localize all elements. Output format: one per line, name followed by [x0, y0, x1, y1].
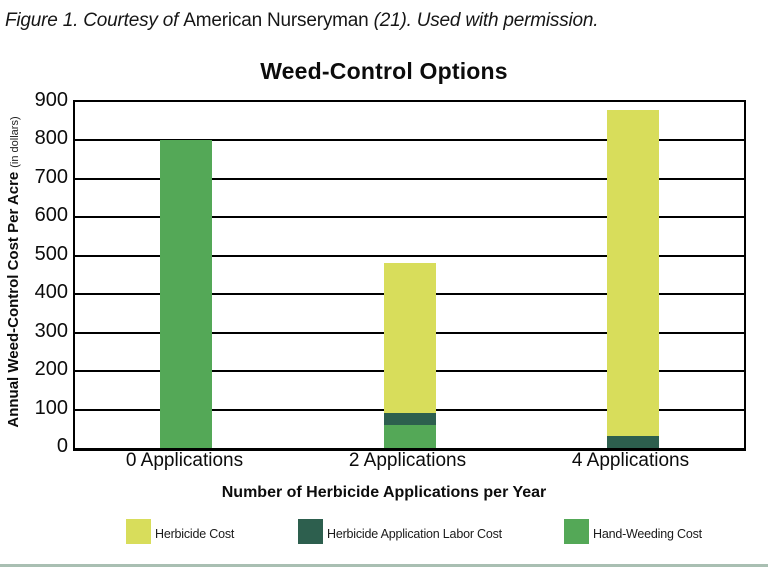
y-tick-label: 800 [34, 127, 68, 150]
x-axis-title: Number of Herbicide Applications per Year [221, 484, 547, 501]
legend-item [126, 519, 234, 544]
caption-source-name: American Nurseryman [183, 10, 369, 31]
y-axis-ticks [24, 89, 68, 457]
x-tick-label: 2 Applications [348, 450, 467, 471]
legend [0, 519, 768, 547]
bar-segment [607, 110, 659, 437]
x-axis-ticks [73, 450, 742, 474]
bar-segment [384, 413, 436, 425]
plot-area [73, 100, 746, 451]
bottom-divider [0, 564, 768, 567]
y-tick-label: 200 [34, 358, 68, 381]
legend-swatch [126, 519, 151, 544]
caption-suffix: (21). Used with permission. [368, 10, 599, 31]
y-axis-label [5, 116, 23, 427]
y-tick-label: 300 [34, 319, 68, 342]
legend-label: Herbicide Cost [155, 527, 235, 541]
legend-swatch [564, 519, 589, 544]
stacked-bar [160, 102, 212, 448]
y-axis-label-text: Annual Weed-Control Cost Per Acre [5, 171, 22, 428]
bar-segment [607, 436, 659, 448]
x-tick-label: 0 Applications [125, 450, 244, 471]
bar-segment [384, 425, 436, 448]
y-tick-label: 0 [56, 435, 68, 457]
chart-title: Weed-Control Options [260, 58, 508, 84]
y-tick-label: 500 [34, 242, 68, 265]
stacked-bar [384, 102, 436, 448]
y-tick-label: 900 [34, 89, 68, 111]
y-tick-label: 100 [34, 396, 68, 419]
bar-segment [384, 263, 436, 413]
bar-segment [160, 140, 212, 448]
x-tick-label: 4 Applications [571, 450, 690, 471]
legend-swatch [298, 519, 323, 544]
legend-item [564, 519, 702, 544]
legend-label: Herbicide Application Labor Cost [327, 527, 502, 541]
caption-prefix: Figure 1. Courtesy of [5, 10, 184, 31]
legend-item [298, 519, 502, 544]
y-axis-label-unit: (in dollars) [9, 116, 21, 168]
y-tick-label: 700 [34, 165, 68, 188]
figure-caption [5, 10, 598, 32]
stacked-bar [607, 102, 659, 448]
y-tick-label: 600 [34, 204, 68, 227]
legend-label: Hand-Weeding Cost [593, 527, 702, 541]
y-tick-label: 400 [34, 281, 68, 304]
